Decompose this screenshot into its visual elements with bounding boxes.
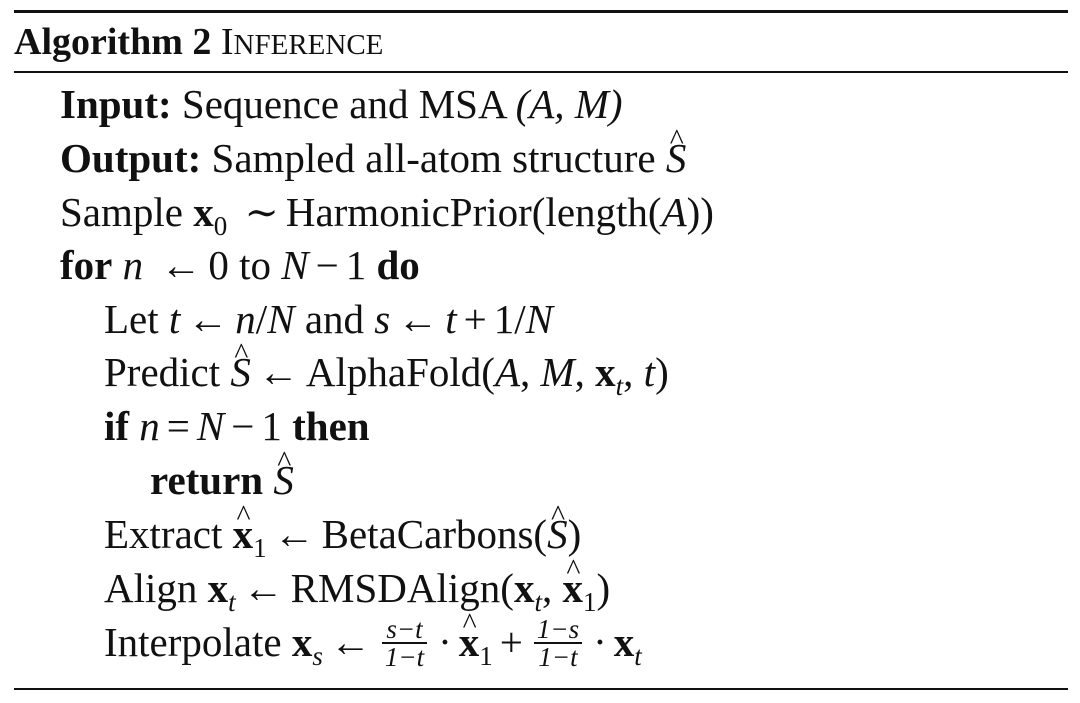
output-text: Sampled all-atom structure [211, 135, 656, 181]
for-to: to [239, 242, 272, 288]
align-function: RMSDAlign( [290, 565, 514, 611]
let-one: 1 [493, 296, 515, 342]
if-line [104, 399, 370, 453]
align-arrow: ← [242, 565, 284, 611]
align-text: Align [104, 565, 198, 611]
interpolate-x-t-subscript: t [634, 641, 642, 671]
algorithm-title [14, 14, 383, 70]
return-line [150, 453, 294, 507]
for-from: 0 [208, 242, 229, 288]
align-x-2-subscript: t [534, 587, 542, 617]
algorithm-label: Algorithm 2 [14, 21, 212, 63]
extract-function: BetaCarbons( [321, 511, 548, 557]
let-t-2: t [445, 296, 457, 342]
if-N: N [196, 403, 225, 449]
let-arrow: ← [187, 296, 229, 342]
fraction-2-numerator: 1−s [534, 616, 582, 644]
sample-x: x [193, 189, 214, 235]
align-x: x [207, 565, 229, 611]
input-keyword: Input: [60, 81, 172, 127]
sample-x-subscript: 0 [213, 211, 228, 241]
extract-x-subscript: 1 [253, 533, 267, 563]
predict-text: Predict [104, 349, 221, 395]
extract-x-hat: ^ x [233, 507, 254, 561]
sample-arg: A [661, 189, 687, 235]
fraction-1-numerator: s−t [382, 616, 427, 644]
interpolate-plus: + [499, 619, 523, 665]
algorithm-name-rest: NFERENCE [233, 29, 384, 61]
if-keyword: if [104, 403, 130, 449]
fraction-1-denominator: 1−t [384, 641, 425, 672]
predict-x-subscript: t [615, 371, 624, 401]
if-eq: = [166, 403, 190, 449]
for-keyword: for [60, 242, 113, 288]
output-line [60, 131, 686, 185]
predict-function: AlphaFold( [305, 349, 495, 395]
predict-comma-3: , [623, 349, 634, 395]
for-line [60, 238, 420, 292]
align-line [104, 561, 610, 615]
extract-structure-symbol: ^ S [547, 507, 568, 561]
predict-x: x [595, 349, 616, 395]
interpolate-text: Interpolate [104, 619, 282, 665]
return-structure-symbol: ^ S [273, 453, 294, 507]
interpolate-fraction-2 [534, 613, 582, 672]
interpolate-arrow: ← [329, 619, 371, 665]
for-N: N [281, 242, 309, 288]
interpolate-line [104, 613, 642, 672]
for-one: 1 [345, 242, 367, 288]
align-x-subscript: t [228, 587, 236, 617]
interpolate-dot-2: · [593, 619, 607, 665]
if-one: 1 [261, 403, 282, 449]
fraction-2-denominator: 1−t [538, 641, 578, 672]
align-close: ) [596, 565, 611, 611]
let-N: N [267, 296, 295, 342]
sample-close: )) [686, 189, 714, 235]
extract-text: Extract [104, 511, 223, 557]
predict-arrow: ← [257, 349, 299, 395]
interpolate-x: x [291, 619, 313, 665]
input-line [60, 77, 623, 131]
predict-line [104, 345, 669, 399]
let-N-2: N [525, 296, 554, 342]
sample-line [60, 185, 714, 239]
interpolate-x-hat-subscript: 1 [479, 641, 493, 671]
sample-op: ∼ [244, 189, 279, 235]
if-minus: − [231, 403, 255, 449]
algorithm-name-initial: I [220, 21, 234, 63]
bottom-rule [14, 688, 1068, 690]
if-n: n [139, 403, 160, 449]
sample-rhs: HarmonicPrior(length( [285, 189, 662, 235]
for-var: n [122, 242, 144, 288]
extract-line [104, 507, 581, 561]
interpolate-fraction-1 [382, 613, 427, 672]
interpolate-x-subscript: s [312, 641, 323, 671]
predict-t: t [643, 349, 656, 395]
let-t: t [168, 296, 181, 342]
predict-M: M [540, 349, 575, 395]
for-arrow: ← [160, 242, 202, 288]
output-keyword: Output: [60, 135, 202, 181]
align-comma: , [541, 565, 553, 611]
let-n: n [235, 296, 256, 342]
predict-close: ) [655, 349, 669, 395]
extract-arrow: ← [273, 511, 315, 557]
let-and: and [304, 296, 365, 342]
header-rule [14, 71, 1068, 73]
align-x-hat-subscript: 1 [582, 587, 597, 617]
predict-A: A [494, 349, 520, 395]
align-x-2: x [513, 565, 535, 611]
output-structure-symbol: ^ S [666, 131, 687, 185]
input-math: (A, M) [515, 81, 623, 127]
top-rule [14, 10, 1068, 13]
for-do-keyword: do [376, 242, 420, 288]
return-keyword: return [150, 457, 264, 503]
interpolate-x-hat: ^ x [459, 615, 480, 669]
let-line [104, 292, 553, 346]
input-text: Sequence and MSA [181, 81, 506, 127]
predict-comma-2: , [574, 349, 585, 395]
for-minus: − [315, 242, 339, 288]
interpolate-x-t: x [613, 619, 635, 665]
let-plus: + [463, 296, 487, 342]
let-text: Let [104, 296, 159, 342]
sample-text: Sample [60, 189, 183, 235]
predict-comma-1: , [519, 349, 531, 395]
let-arrow-2: ← [397, 296, 439, 342]
let-slash: / [255, 296, 268, 342]
let-slash-2: / [514, 296, 526, 342]
interpolate-dot-1: · [438, 619, 452, 665]
predict-structure-symbol: ^ S [230, 345, 251, 399]
let-s: s [374, 296, 391, 342]
if-then-keyword: then [292, 403, 370, 449]
extract-close: ) [567, 511, 582, 557]
align-x-hat: ^ x [562, 561, 583, 615]
